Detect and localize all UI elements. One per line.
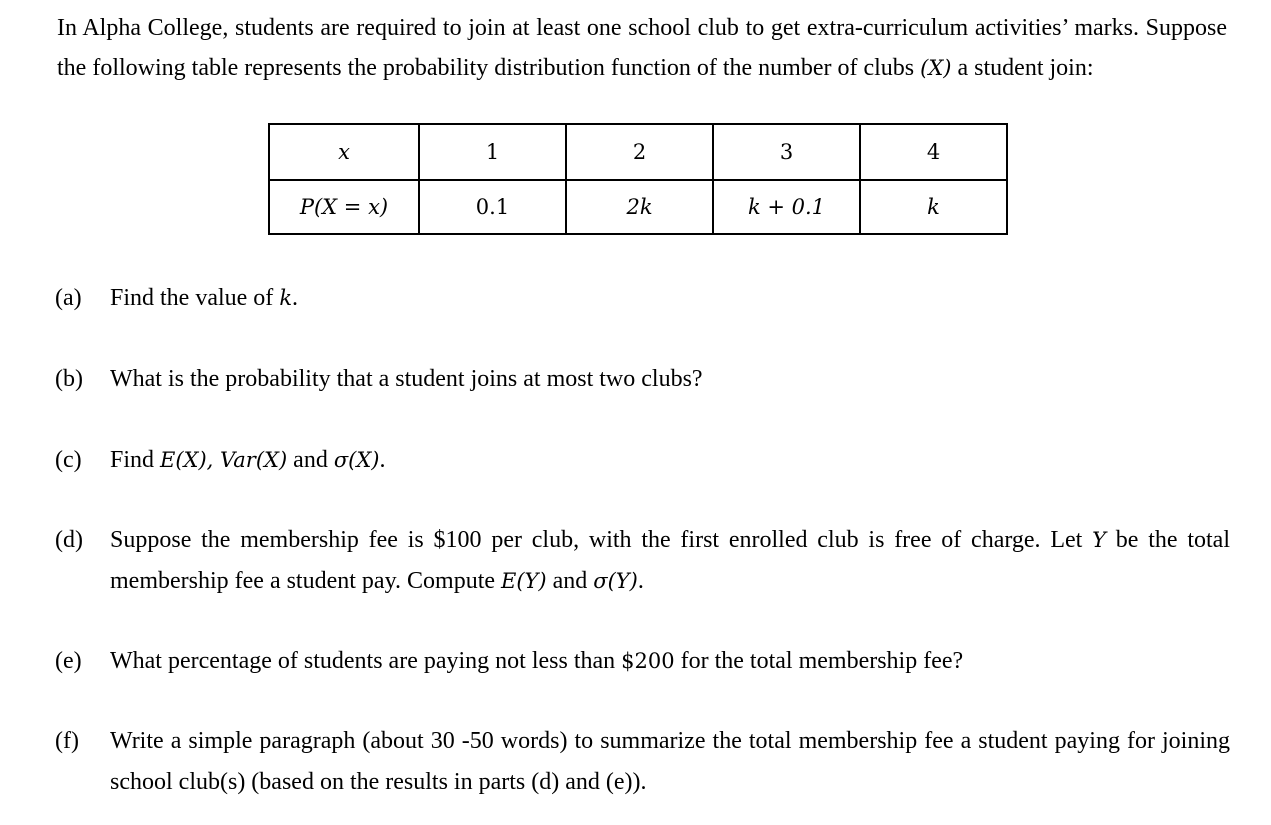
question-e	[55, 641, 1230, 682]
question-label: (b)	[55, 366, 83, 392]
table-cell-probability: 0.1	[419, 180, 566, 234]
question-a	[55, 278, 1230, 319]
question-text: What is the probability that a student joins at most two clubs?	[110, 366, 703, 392]
question-text: and	[293, 447, 328, 473]
table-cell-probability: 2k	[566, 180, 713, 234]
intro-text-end: a student join:	[957, 55, 1094, 81]
table-cell-probability: k	[860, 180, 1007, 234]
question-text: Find the value of	[110, 285, 274, 311]
table-cell-x: 3	[713, 124, 860, 180]
question-text: Suppose the membership fee is $100 per club, with the first enrolled club is free of charge. Let	[110, 527, 1083, 553]
table-cell-probability: k + 0.1	[713, 180, 860, 234]
punctuation: .	[637, 568, 644, 594]
math-expression: E(Y)	[501, 569, 547, 593]
question-label: (f)	[55, 728, 79, 754]
question-label: (c)	[55, 447, 82, 473]
math-y: Y	[1092, 528, 1106, 552]
problem-intro	[57, 8, 1227, 88]
question-text: and	[552, 568, 588, 594]
math-expression: E(X), Var(X)	[160, 448, 288, 472]
table-header-probability: P(X = x)	[269, 180, 419, 234]
table-cell-x: 2	[566, 124, 713, 180]
question-b	[55, 359, 1230, 400]
question-c	[55, 440, 1230, 481]
math-expression: σ(Y)	[593, 569, 638, 593]
question-text: be the total membership fee a student pay. Compute	[110, 527, 1230, 594]
question-text: What percentage of students are paying not less than	[110, 648, 616, 674]
punctuation: .	[292, 285, 299, 311]
math-k: k	[279, 286, 293, 310]
table-row-x	[269, 124, 1007, 180]
math-expression: σ(X)	[333, 448, 380, 472]
question-label: (d)	[55, 527, 83, 553]
question-f	[55, 721, 1230, 803]
punctuation: .	[379, 447, 386, 473]
question-text: Find	[110, 447, 155, 473]
question-text: Write a simple paragraph (about 30 -50 words) to summarize the total membership fee a student paying for joining school club(s) (based on the results in parts (d) and (e)).	[110, 728, 1230, 795]
question-label: (e)	[55, 648, 82, 674]
question-label: (a)	[55, 285, 82, 311]
table-row-probability	[269, 180, 1007, 234]
table-cell-x: 4	[860, 124, 1007, 180]
table-header-x: x	[269, 124, 419, 180]
intro-text: In Alpha College, students are required to join at least one school club to get extra-curriculum activities’ marks. Suppose the following table represents the probability distribution function of the number of clubs	[57, 15, 1227, 81]
intro-variable: (X)	[920, 56, 952, 80]
math-amount: $200	[621, 649, 675, 673]
question-d	[55, 520, 1230, 602]
probability-table	[268, 123, 1008, 235]
table-cell-x: 1	[419, 124, 566, 180]
question-text: for the total membership fee?	[680, 648, 964, 674]
